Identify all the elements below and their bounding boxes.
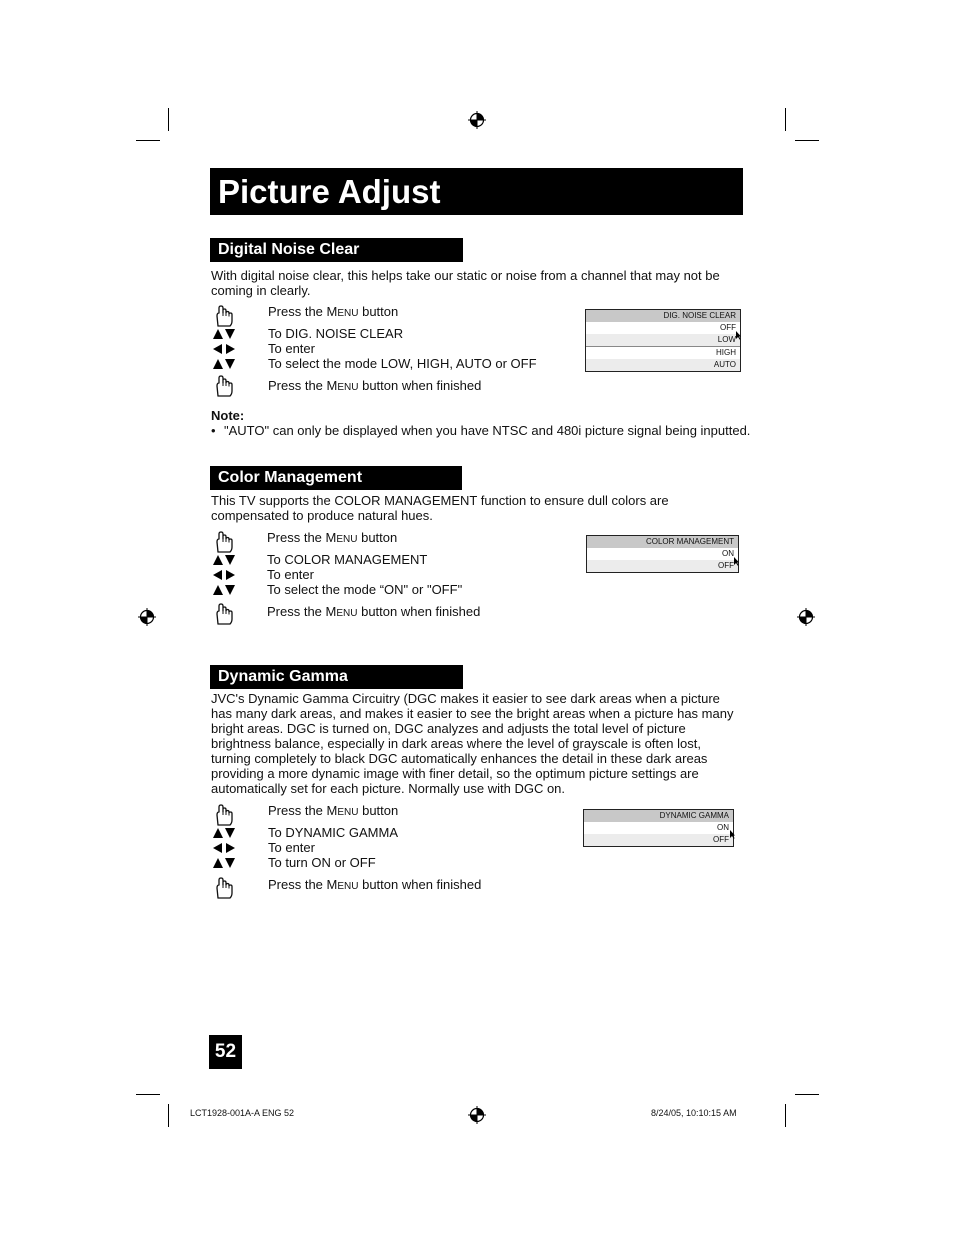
menu-hand-icon <box>212 602 236 626</box>
up-down-arrows-icon <box>212 827 236 839</box>
osd-menu-dig-noise-clear <box>585 309 741 372</box>
osd-menu-header: DIG. NOISE CLEAR <box>586 310 740 322</box>
note-label: Note: <box>211 408 245 423</box>
osd-menu-option: LOW <box>586 334 740 346</box>
footer-timestamp: 8/24/05, 10:10:15 AM <box>651 1108 737 1118</box>
step-text: Press the MENU button when finished <box>268 877 482 892</box>
registration-mark-icon <box>468 111 486 129</box>
osd-menu-header: DYNAMIC GAMMA <box>584 810 733 822</box>
step-text: To COLOR MANAGEMENT <box>267 552 428 567</box>
step-text: Press the MENU button when finished <box>268 378 482 393</box>
step-text: Press the MENU button when finished <box>267 604 481 619</box>
left-right-arrows-icon <box>212 569 236 581</box>
step-text: To turn ON or OFF <box>268 855 376 870</box>
up-down-arrows-icon <box>212 584 236 596</box>
cursor-arrow-icon <box>729 830 735 840</box>
osd-menu-option: HIGH <box>586 346 740 359</box>
step-text: To select the mode “ON" or "OFF" <box>267 582 463 597</box>
page-title: Picture Adjust <box>218 173 441 210</box>
step-text: To select the mode LOW, HIGH, AUTO or OFF <box>268 356 537 371</box>
step-text: To DYNAMIC GAMMA <box>268 825 399 840</box>
page-title-bar <box>210 168 743 215</box>
section-heading-color-management <box>210 466 462 490</box>
osd-menu-header: COLOR MANAGEMENT <box>587 536 738 548</box>
section-heading-label: Color Management <box>218 469 363 486</box>
step-text: To enter <box>267 567 314 582</box>
registration-mark-icon <box>468 1106 486 1124</box>
menu-hand-icon <box>212 374 236 398</box>
up-down-arrows-icon <box>212 554 236 566</box>
crop-mark <box>795 140 819 141</box>
osd-menu-option: OFF <box>587 560 738 572</box>
menu-hand-icon <box>212 803 236 827</box>
up-down-arrows-icon <box>212 358 236 370</box>
osd-menu-dynamic-gamma <box>583 809 734 847</box>
section-heading-label: Digital Noise Clear <box>218 241 360 258</box>
menu-hand-icon <box>212 530 236 554</box>
section-description: This TV supports the COLOR MANAGEMENT function to ensure dull colors are compensated to produce natural hues. <box>211 493 669 523</box>
crop-mark <box>136 1094 160 1095</box>
cursor-arrow-icon <box>733 557 739 567</box>
up-down-arrows-icon <box>212 328 236 340</box>
step-text: Press the MENU button <box>267 530 398 545</box>
osd-menu-option: OFF <box>584 834 733 846</box>
osd-menu-option: ON <box>717 823 729 832</box>
crop-mark <box>136 140 160 141</box>
crop-mark <box>785 108 786 131</box>
osd-menu-option: OFF <box>720 323 736 332</box>
page-number: 52 <box>209 1035 242 1069</box>
registration-mark-icon <box>797 608 815 626</box>
step-text: To DIG. NOISE CLEAR <box>268 326 404 341</box>
step-text: Press the MENU button <box>268 803 399 818</box>
crop-mark <box>785 1104 786 1127</box>
osd-menu-color-management <box>586 535 739 573</box>
note-text: "AUTO" can only be displayed when you have NTSC and 480i picture signal being inputted. <box>224 423 751 438</box>
step-text: To enter <box>268 341 315 356</box>
crop-mark <box>795 1094 819 1095</box>
crop-mark <box>168 1104 169 1127</box>
section-description: With digital noise clear, this helps take our static or noise from a channel that may not be coming in clearly. <box>211 268 720 298</box>
registration-mark-icon <box>138 608 156 626</box>
left-right-arrows-icon <box>212 842 236 854</box>
up-down-arrows-icon <box>212 857 236 869</box>
section-heading-dynamic-gamma <box>210 665 463 689</box>
step-text: To enter <box>268 840 315 855</box>
section-heading-digital-noise-clear <box>210 238 463 262</box>
section-heading-label: Dynamic Gamma <box>218 668 348 685</box>
crop-mark <box>168 108 169 131</box>
cursor-arrow-icon <box>735 331 741 341</box>
step-text: Press the MENU button <box>268 304 399 319</box>
osd-menu-option: AUTO <box>586 359 740 371</box>
footer-doc-id: LCT1928-001A-A ENG 52 <box>190 1108 295 1118</box>
note-bullet: • <box>211 423 216 438</box>
menu-hand-icon <box>212 304 236 328</box>
osd-menu-option: ON <box>722 549 734 558</box>
left-right-arrows-icon <box>212 343 236 355</box>
section-description: JVC's Dynamic Gamma Circuitry (DGC makes it easier to see dark areas when a picture has many dark areas, and makes it easier to see the bright areas when a picture has many bright areas. DGC is turned on, DGC analyzes and adjusts the total level of picture brightness balance, especially in dark areas where the level of grayscale is often lost, turning completely to black DGC automatically enhances the detail in these dark areas providing a more dynamic image with finer detail, so the optimum picture settings are automatically set for each picture. Normally use with DGC on. <box>211 691 734 796</box>
menu-hand-icon <box>212 876 236 900</box>
